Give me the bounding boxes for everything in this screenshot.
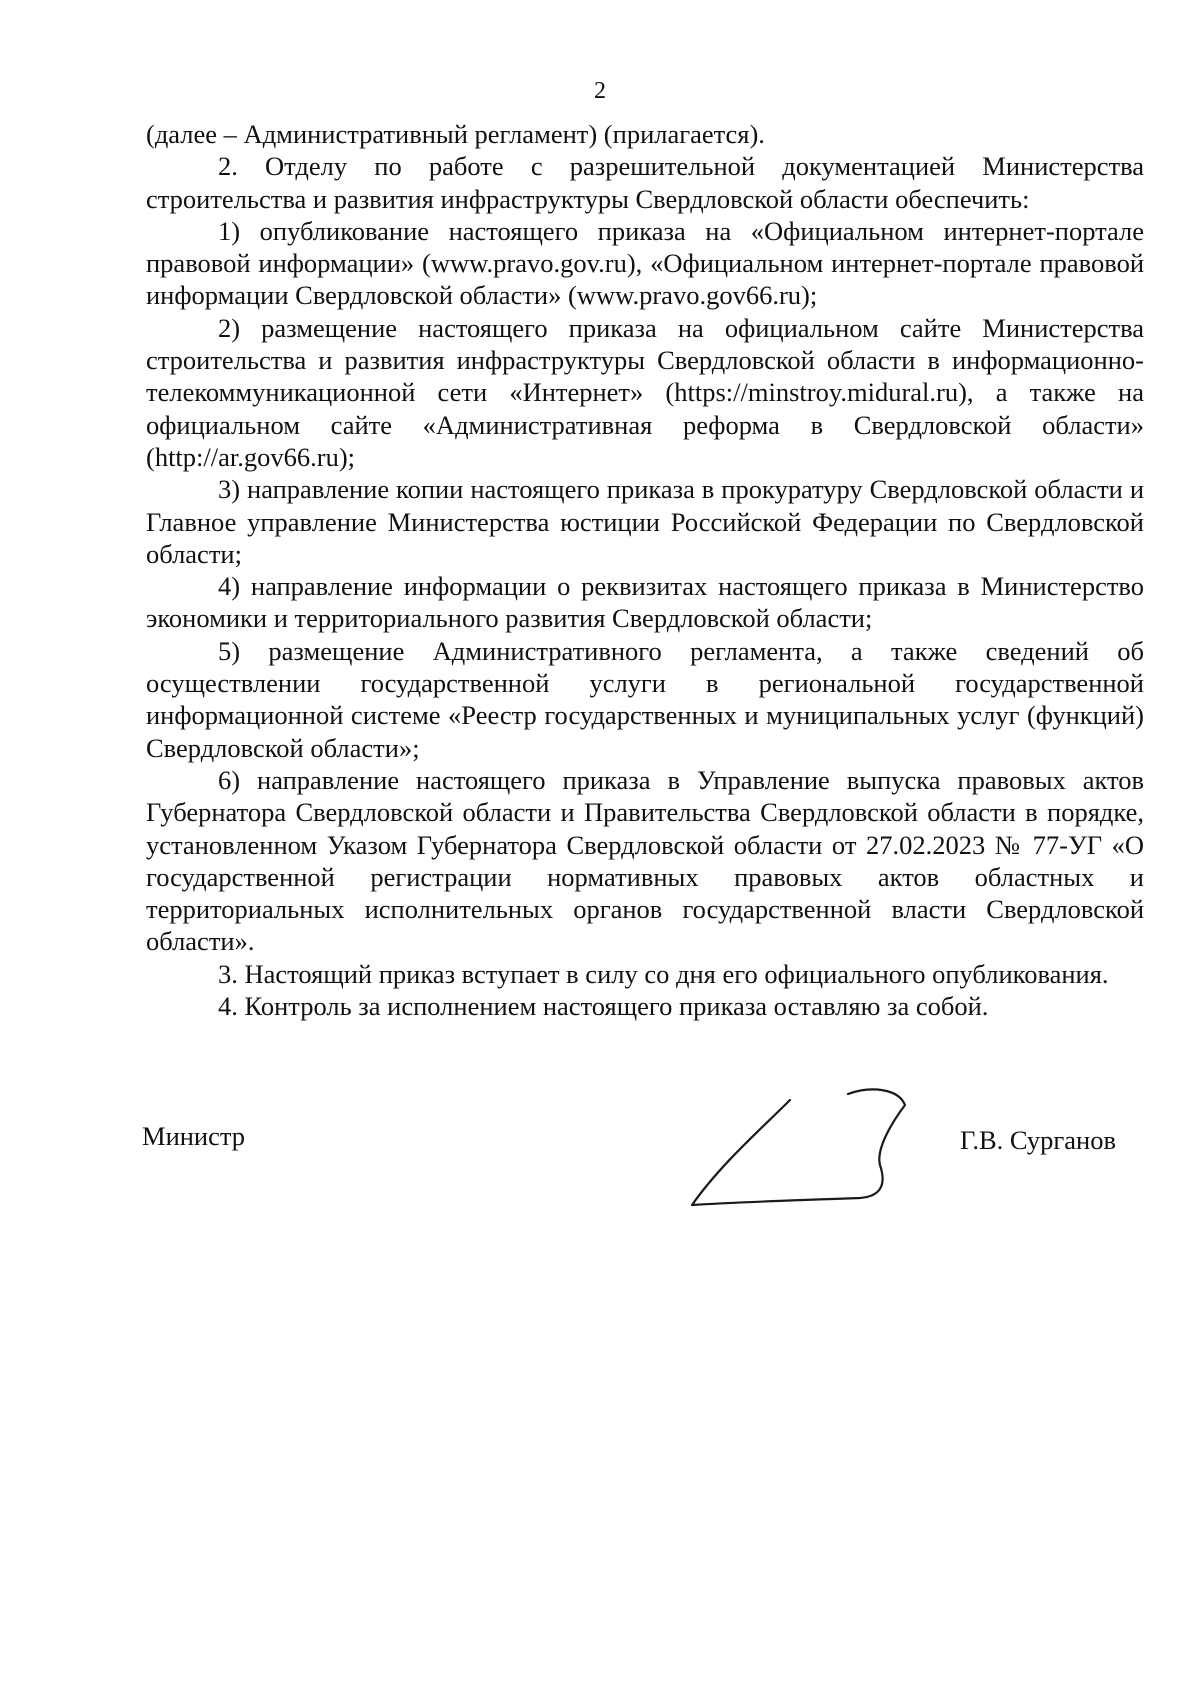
paragraph-subitem-3: 3) направление копии настоящего приказа в прокуратуру Свердловской области и Главное управление Министерства юстиции Российской Федерации по Свердловской области; <box>146 474 1144 569</box>
paragraph-subitem-5: 5) размещение Административного регламента, а также сведений об осуществлении государственной услуги в региональной государственной информационной системе «Реестр государственных и муниципальных услуг (функций) Свердловской области»; <box>146 635 1144 763</box>
signatory-name: Г.В. Сурганов <box>960 1125 1116 1155</box>
paragraph-subitem-1: 1) опубликование настоящего приказа на «Официальном интернет-портале правовой информации» (www.pravo.gov.ru), «Официальном интернет-портале правовой информации Свердловской области» (www.pravo.gov66.ru); <box>146 215 1144 311</box>
signatory-position: Министр <box>142 1121 246 1151</box>
document-body <box>146 118 1144 1022</box>
paragraph-subitem-4: 4) направление информации о реквизитах настоящего приказа в Министерство экономики и территориального развития Свердловской области; <box>146 571 1144 634</box>
paragraph-item-2: 2. Отделу по работе с разрешительной документацией Министерства строительства и развития инфраструктуры Свердловской области обеспечить: <box>146 151 1144 214</box>
paragraph-item-4: 4. Контроль за исполнением настоящего приказа оставляю за собой. <box>218 991 989 1022</box>
page-number: 2 <box>594 78 606 104</box>
paragraph-item-3: 3. Настоящий приказ вступает в силу со дня его официального опубликования. <box>218 958 1109 989</box>
handwritten-signature <box>680 1080 940 1230</box>
paragraph-continuation: (далее – Административный регламент) (прилагается). <box>146 119 765 149</box>
paragraph-subitem-6: 6) направление настоящего приказа в Управление выпуска правовых актов Губернатора Свердловской области и Правительства Свердловской области в порядке, установленном Указом Губернатора Свердловской области от 27.02.2023 № 77-УГ «О государственной регистрации нормативных правовых актов областных и территориальных исполнительных органов государственной власти Свердловской области». <box>146 764 1144 957</box>
paragraph-subitem-2: 2) размещение настоящего приказа на официальном сайте Министерства строительства и развития инфраструктуры Свердловской области в информационно-телекоммуникационной сети «Интернет» (https://minstroy.midural.ru), а также на официальном сайте «Административная реформа в Свердловской области» (http://ar.gov66.ru); <box>146 312 1144 472</box>
